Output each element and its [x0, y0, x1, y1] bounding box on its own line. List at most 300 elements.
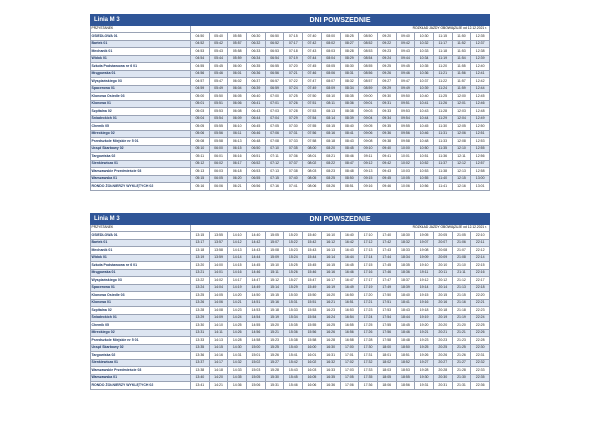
departure-time: 22:15	[471, 262, 490, 270]
departure-time: 05:58	[228, 48, 247, 56]
departure-time: 07:45	[303, 63, 322, 71]
departure-time: 13:55	[209, 232, 228, 240]
departure-time: 08:11	[321, 100, 340, 108]
departure-time: 10:37	[415, 78, 434, 86]
departure-time: 05:43	[209, 48, 228, 56]
departure-time: 10:56	[415, 183, 434, 191]
departure-time: 08:14	[321, 115, 340, 123]
departure-time: 06:16	[228, 153, 247, 161]
departure-time: 18:32	[396, 239, 415, 247]
departure-time: 22:20	[471, 292, 490, 300]
departure-time: 06:55	[247, 175, 266, 183]
table-row	[91, 307, 490, 315]
departure-time: 07:54	[303, 115, 322, 123]
departure-time: 18:01	[377, 352, 396, 360]
departure-time: 07:35	[284, 145, 303, 153]
departure-time: 18:50	[396, 344, 415, 352]
departure-time: 15:44	[303, 254, 322, 262]
departure-time: 06:21	[228, 183, 247, 191]
departure-time: 06:39	[247, 85, 266, 93]
departure-time: 15:45	[303, 262, 322, 270]
departure-time: 15:16	[265, 299, 284, 307]
departure-time: 22:10	[471, 232, 490, 240]
departure-time: 06:01	[228, 70, 247, 78]
table-row	[91, 247, 490, 255]
departure-time: 15:09	[265, 254, 284, 262]
departure-time: 17:26	[359, 329, 378, 337]
departure-time: 19:16	[415, 299, 434, 307]
departure-time: 16:30	[321, 344, 340, 352]
departure-time: 11:21	[433, 70, 452, 78]
departure-time: 09:31	[377, 100, 396, 108]
departure-time: 12:51	[471, 130, 490, 138]
stop-column-header: PRZYSTANEK	[91, 225, 191, 232]
departure-time: 16:31	[321, 352, 340, 360]
departure-time: 08:03	[321, 48, 340, 56]
departure-time: 07:51	[303, 100, 322, 108]
departure-time: 04:52	[191, 40, 210, 48]
departure-time: 15:31	[265, 382, 284, 390]
departure-time: 13:24	[191, 284, 210, 292]
departure-time: 22:23	[471, 307, 490, 315]
departure-time: 10:03	[396, 168, 415, 176]
departure-time: 19:07	[415, 239, 434, 247]
departure-time: 16:02	[303, 359, 322, 367]
departure-time: 06:33	[247, 48, 266, 56]
departure-time: 14:35	[228, 374, 247, 382]
departure-time: 15:42	[284, 359, 303, 367]
departure-time: 08:35	[340, 93, 359, 101]
departure-time: 14:24	[228, 314, 247, 322]
departure-time: 17:58	[377, 337, 396, 345]
departure-time: 17:42	[377, 239, 396, 247]
departure-time: 06:03	[209, 168, 228, 176]
stop-name: Spacerowa 01	[91, 85, 191, 93]
departure-time: 08:59	[359, 85, 378, 93]
departure-time: 07:15	[265, 175, 284, 183]
departure-time: 13:58	[209, 247, 228, 255]
departure-time: 21:10	[452, 262, 471, 270]
departure-time: 12:13	[452, 168, 471, 176]
departure-time: 09:43	[377, 168, 396, 176]
departure-time: 08:45	[340, 145, 359, 153]
departure-time: 20:26	[433, 352, 452, 360]
table-row	[91, 70, 490, 78]
departure-time: 14:01	[209, 269, 228, 277]
departure-time: 13:26	[191, 299, 210, 307]
departure-time: 10:00	[396, 145, 415, 153]
departure-time: 05:03	[191, 108, 210, 116]
departure-time: 05:59	[228, 55, 247, 63]
table-row	[91, 55, 490, 63]
departure-time: 22:28	[471, 337, 490, 345]
departure-time: 06:59	[265, 85, 284, 93]
departure-time: 18:53	[396, 367, 415, 375]
departure-time: 18:44	[396, 314, 415, 322]
departure-time: 17:20	[359, 292, 378, 300]
departure-time: 21:25	[452, 344, 471, 352]
departure-time: 15:19	[265, 314, 284, 322]
departure-time: 06:53	[247, 168, 266, 176]
departure-time: 19:23	[415, 337, 434, 345]
departure-time: 15:41	[284, 352, 303, 360]
departure-time: 10:06	[396, 183, 415, 191]
departure-time: 06:09	[228, 115, 247, 123]
departure-time: 05:04	[191, 115, 210, 123]
departure-time: 14:56	[247, 329, 266, 337]
departure-time: 04:57	[191, 78, 210, 86]
departure-time: 11:31	[433, 130, 452, 138]
departure-time: 15:35	[284, 322, 303, 330]
departure-time: 05:50	[209, 93, 228, 101]
departure-time: 09:15	[359, 175, 378, 183]
departure-time: 20:15	[433, 292, 452, 300]
departure-time: 15:14	[265, 284, 284, 292]
departure-time: 09:58	[396, 138, 415, 146]
departure-time: 09:42	[377, 160, 396, 168]
departure-time: 12:12	[452, 160, 471, 168]
departure-time: 08:40	[340, 123, 359, 131]
departure-time: 16:01	[303, 352, 322, 360]
departure-time: 22:30	[471, 344, 490, 352]
departure-time: 06:41	[247, 100, 266, 108]
departure-time: 22:32	[471, 359, 490, 367]
departure-time: 07:40	[303, 33, 322, 41]
departure-time: 17:44	[377, 254, 396, 262]
departure-time: 07:31	[284, 130, 303, 138]
departure-time: 05:54	[209, 115, 228, 123]
departure-time: 17:47	[377, 277, 396, 285]
departure-time: 11:20	[433, 63, 452, 71]
departure-time: 15:22	[284, 239, 303, 247]
departure-time: 17:30	[359, 344, 378, 352]
departure-time: 08:21	[321, 153, 340, 161]
departure-time: 09:49	[396, 85, 415, 93]
departure-time: 22:11	[471, 239, 490, 247]
departure-time: 19:11	[415, 269, 434, 277]
departure-time: 16:55	[340, 322, 359, 330]
departure-time: 18:34	[396, 254, 415, 262]
departure-time: 12:11	[452, 153, 471, 161]
table-row	[91, 367, 490, 375]
departure-time: 06:43	[247, 108, 266, 116]
departure-time: 13:20	[191, 262, 210, 270]
departure-time: 06:44	[247, 115, 266, 123]
departure-time: 09:53	[396, 108, 415, 116]
departure-time: 20:27	[433, 359, 452, 367]
departure-time: 07:19	[284, 55, 303, 63]
departure-time: 14:15	[228, 262, 247, 270]
departure-time: 12:01	[452, 100, 471, 108]
departure-time: 16:42	[340, 239, 359, 247]
departure-time: 11:17	[433, 40, 452, 48]
departure-time: 16:51	[340, 299, 359, 307]
day-type-title: DNI POWSZEDNIE	[191, 15, 490, 26]
table-row	[91, 85, 490, 93]
departure-time: 12:44	[471, 85, 490, 93]
departure-time: 18:41	[396, 299, 415, 307]
table-row	[91, 93, 490, 101]
departure-time: 07:26	[284, 100, 303, 108]
departure-time: 12:16	[452, 183, 471, 191]
departure-time: 14:53	[247, 307, 266, 315]
departure-time: 13:31	[191, 329, 210, 337]
departure-time: 07:50	[303, 93, 322, 101]
departure-time: 17:24	[359, 314, 378, 322]
table-row	[91, 337, 490, 345]
departure-time: 22:35	[471, 374, 490, 382]
departure-time: 14:17	[228, 277, 247, 285]
departure-time: 14:55	[247, 322, 266, 330]
departure-time: 17:19	[359, 284, 378, 292]
departure-time: 06:40	[247, 93, 266, 101]
departure-time: 22:31	[471, 352, 490, 360]
departure-time: 06:00	[228, 63, 247, 71]
departure-time: 15:15	[265, 292, 284, 300]
departure-time: 21:18	[452, 307, 471, 315]
departure-time: 09:11	[359, 153, 378, 161]
departure-time: 16:15	[321, 262, 340, 270]
table-row	[91, 153, 490, 161]
departure-time: 14:21	[209, 382, 228, 390]
departure-time: 17:56	[377, 329, 396, 337]
departure-time: 21:11	[452, 269, 471, 277]
departure-time: 09:44	[396, 55, 415, 63]
departure-time: 07:16	[265, 183, 284, 191]
departure-time: 09:46	[377, 183, 396, 191]
departure-time: 06:37	[247, 78, 266, 86]
departure-time: 16:03	[303, 367, 322, 375]
departure-time: 07:36	[284, 153, 303, 161]
departure-time: 17:36	[359, 382, 378, 390]
table-row	[91, 145, 490, 153]
departure-time: 07:46	[303, 70, 322, 78]
departure-time: 18:40	[396, 292, 415, 300]
departure-time: 13:17	[191, 239, 210, 247]
departure-time: 21:26	[452, 352, 471, 360]
departure-time: 11:40	[433, 175, 452, 183]
departure-time: 14:49	[247, 284, 266, 292]
departure-time: 12:00	[452, 93, 471, 101]
departure-time: 12:58	[471, 168, 490, 176]
departure-time: 15:11	[265, 269, 284, 277]
departure-time: 06:54	[265, 55, 284, 63]
departure-time: 04:54	[191, 55, 210, 63]
departure-time: 13:59	[209, 254, 228, 262]
departure-time: 11:19	[433, 55, 452, 63]
departure-time: 09:16	[359, 183, 378, 191]
departure-time: 19:28	[415, 367, 434, 375]
departure-time: 11:55	[452, 63, 471, 71]
departure-time: 21:19	[452, 314, 471, 322]
stop-name: Warszawskie Przedmieście 03	[91, 168, 191, 176]
departure-time: 17:21	[359, 299, 378, 307]
departure-time: 22:14	[471, 254, 490, 262]
departure-time: 10:33	[415, 48, 434, 56]
stop-name: Wyspiańskiego 03	[91, 78, 191, 86]
departure-time: 06:15	[228, 145, 247, 153]
departure-time: 06:02	[228, 78, 247, 86]
departure-time: 11:26	[433, 100, 452, 108]
validity-note: ROZKŁAD JAZDY OBOWIĄZUJE od 12.12.2021 r.	[191, 26, 490, 33]
departure-time: 09:22	[377, 40, 396, 48]
departure-time: 15:38	[284, 337, 303, 345]
departure-time: 08:06	[303, 183, 322, 191]
departure-time: 20:23	[433, 337, 452, 345]
departure-time: 08:36	[340, 100, 359, 108]
departure-time: 08:31	[340, 70, 359, 78]
departure-time: 19:15	[415, 292, 434, 300]
departure-time: 11:56	[452, 70, 471, 78]
departure-time: 06:45	[247, 123, 266, 131]
stop-name: Spacerowa 01	[91, 284, 191, 292]
departure-time: 20:07	[433, 239, 452, 247]
departure-time: 15:45	[284, 374, 303, 382]
departure-time: 08:54	[359, 55, 378, 63]
departure-time: 13:28	[191, 307, 210, 315]
departure-time: 06:46	[247, 130, 266, 138]
departure-time: 16:12	[321, 239, 340, 247]
departure-time: 18:46	[396, 329, 415, 337]
departure-time: 09:26	[377, 70, 396, 78]
departure-time: 15:01	[247, 352, 266, 360]
departure-time: 09:34	[377, 115, 396, 123]
departure-time: 16:43	[340, 247, 359, 255]
table-row	[91, 329, 490, 337]
departure-time: 16:05	[303, 374, 322, 382]
departure-time: 13:22	[191, 277, 210, 285]
departure-time: 15:29	[284, 284, 303, 292]
departure-time: 19:30	[415, 374, 434, 382]
table-row	[91, 63, 490, 71]
departure-time: 20:11	[433, 269, 452, 277]
departure-time: 09:06	[359, 130, 378, 138]
departure-time: 17:00	[340, 344, 359, 352]
departure-time: 08:16	[321, 130, 340, 138]
stop-name: Targowiska 02	[91, 352, 191, 360]
departure-time: 17:55	[377, 322, 396, 330]
departure-time: 15:46	[284, 382, 303, 390]
stop-name: Szkoła Podstawowa nr 6 01	[91, 262, 191, 270]
departure-time: 06:05	[228, 93, 247, 101]
departure-time: 20:30	[433, 374, 452, 382]
stop-name: Widok 01	[91, 254, 191, 262]
departure-time: 07:00	[265, 93, 284, 101]
departure-time: 04:53	[191, 48, 210, 56]
departure-time: 15:23	[284, 247, 303, 255]
departure-time: 15:43	[284, 367, 303, 375]
departure-time: 14:12	[228, 239, 247, 247]
departure-time: 07:08	[265, 138, 284, 146]
departure-time: 17:33	[359, 367, 378, 375]
departure-time: 15:40	[303, 232, 322, 240]
departure-time: 09:45	[396, 63, 415, 71]
departure-time: 21:21	[452, 329, 471, 337]
departure-time: 16:46	[340, 269, 359, 277]
departure-time: 19:09	[415, 254, 434, 262]
departure-time: 16:13	[321, 247, 340, 255]
departure-time: 08:20	[321, 145, 340, 153]
departure-time: 17:15	[359, 262, 378, 270]
departure-time: 07:41	[284, 183, 303, 191]
departure-time: 14:20	[228, 292, 247, 300]
table-row	[91, 352, 490, 360]
departure-time: 22:33	[471, 367, 490, 375]
timetable-afternoon	[90, 213, 490, 390]
departure-time: 05:58	[209, 138, 228, 146]
departure-time: 08:02	[321, 40, 340, 48]
departure-time: 20:18	[433, 307, 452, 315]
departure-time: 05:00	[191, 93, 210, 101]
departure-time: 09:03	[359, 108, 378, 116]
departure-time: 18:03	[377, 367, 396, 375]
departure-time: 16:25	[321, 322, 340, 330]
departure-time: 14:09	[209, 314, 228, 322]
departure-time: 05:08	[191, 138, 210, 146]
departure-time: 06:57	[265, 78, 284, 86]
day-type-title: DNI POWSZEDNIE	[191, 214, 490, 225]
departure-time: 08:41	[340, 130, 359, 138]
table-row	[91, 160, 490, 168]
stop-name: Mrągowska 01	[91, 269, 191, 277]
departure-time: 07:43	[303, 48, 322, 56]
departure-time: 15:05	[265, 232, 284, 240]
departure-time: 14:42	[247, 239, 266, 247]
departure-time: 08:09	[321, 85, 340, 93]
departure-time: 20:16	[433, 299, 452, 307]
departure-time: 09:40	[396, 33, 415, 41]
departure-time: 08:30	[340, 63, 359, 71]
table-row	[91, 48, 490, 56]
departure-time: 10:52	[415, 160, 434, 168]
stop-name: Mireckiego 02	[91, 329, 191, 337]
departure-time: 08:10	[321, 93, 340, 101]
departure-time: 14:43	[247, 247, 266, 255]
table-row	[91, 100, 490, 108]
departure-time: 16:17	[321, 277, 340, 285]
table-row	[91, 314, 490, 322]
departure-time: 16:14	[321, 254, 340, 262]
departure-time: 08:43	[340, 138, 359, 146]
departure-time: 14:30	[228, 344, 247, 352]
departure-time: 15:56	[303, 329, 322, 337]
departure-time: 17:05	[340, 374, 359, 382]
departure-time: 15:58	[303, 337, 322, 345]
departure-time: 16:21	[321, 299, 340, 307]
departure-time: 14:45	[247, 262, 266, 270]
departure-time: 06:55	[265, 63, 284, 71]
departure-time: 11:15	[433, 33, 452, 41]
departure-time: 15:23	[265, 337, 284, 345]
departure-time: 22:18	[471, 284, 490, 292]
stop-name: Śniadeckich 01	[91, 314, 191, 322]
departure-time: 15:05	[247, 374, 266, 382]
departure-time: 09:24	[377, 55, 396, 63]
departure-time: 15:27	[284, 277, 303, 285]
departure-time: 10:01	[396, 153, 415, 161]
departure-time: 21:16	[452, 299, 471, 307]
departure-time: 14:16	[228, 269, 247, 277]
departure-time: 05:49	[209, 85, 228, 93]
departure-time: 05:56	[209, 130, 228, 138]
departure-time: 07:03	[265, 108, 284, 116]
departure-time: 14:13	[228, 247, 247, 255]
departure-time: 06:06	[209, 183, 228, 191]
departure-time: 05:47	[209, 78, 228, 86]
departure-time: 08:13	[321, 108, 340, 116]
departure-time: 20:31	[433, 382, 452, 390]
departure-time: 05:53	[209, 108, 228, 116]
